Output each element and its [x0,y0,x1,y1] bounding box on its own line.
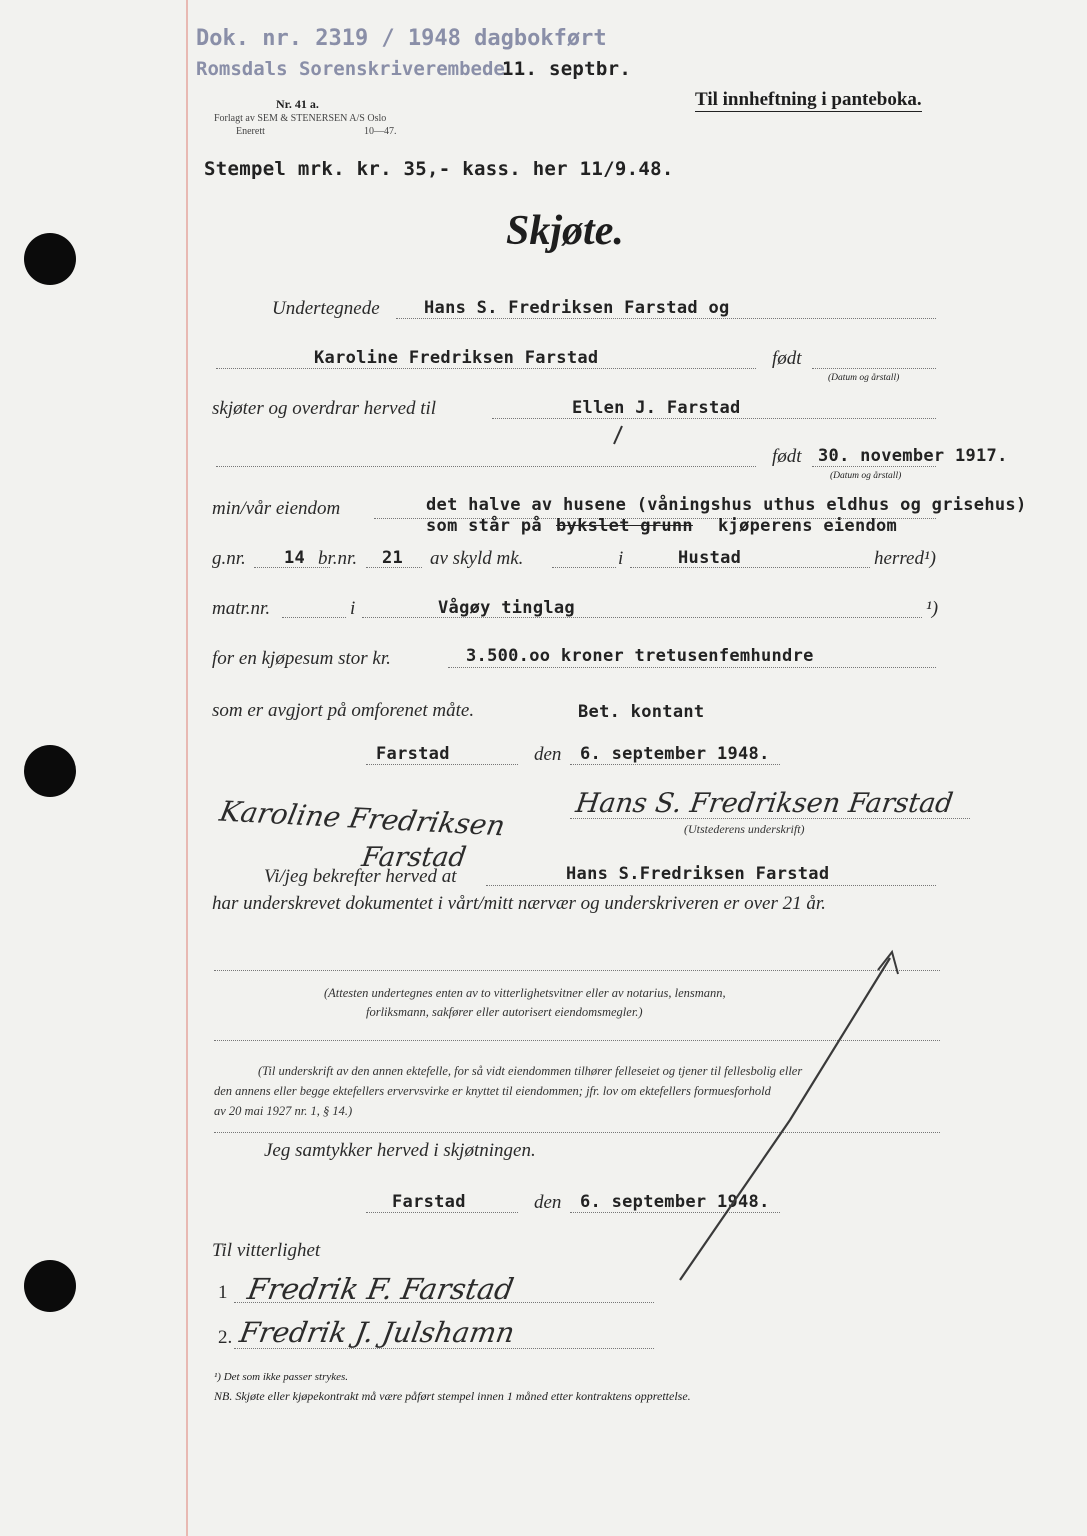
signature-caption: (Utstederens underskrift) [684,822,805,836]
publisher-date: 10—47. [364,126,397,137]
witness-1-signature: Fredrik F. Farstad [245,1272,517,1306]
price-label: for en kjøpesum stor kr. [212,648,391,669]
spouse-note-2: den annens eller begge ektefellers ervervsvirke er knyttet til eiendommen; jfr. lov om ektefellers formuesforhold [214,1084,771,1098]
signature-karoline-1: Karoline Fredriksen [217,794,508,843]
pen-stroke-mark [640,940,920,1300]
herred-name: Hustad [678,548,742,568]
date-1: 6. september 1948. [580,744,770,764]
spouse-note-3: av 20 mai 1927 nr. 1, § 14.) [214,1104,353,1118]
matr-label: matr.nr. [212,598,271,619]
form-number: Nr. 41 a. [276,97,319,111]
skyld-label: av skyld mk. [430,548,524,569]
gnr-value: 14 [284,548,306,568]
payment-terms: Bet. kontant [578,702,705,722]
pen-tick-mark [608,424,628,448]
attest-note-2: forliksmann, sakfører eller autorisert eiendomsmegler.) [366,1005,643,1019]
footnote-2: NB. Skjøte eller kjøpekontrakt må være påført stempel innen 1 måned etter kontraktens opprettelse. [214,1389,691,1403]
spouse-note-1: (Til underskrift av den annen ektefelle, for så vidt eiendommen tilhører felleseiet og tjener til fellesbolig eller [258,1064,803,1078]
brnr-value: 21 [382,548,404,568]
tinglag: Vågøy tinglag [438,598,575,618]
witness-2-signature: Fredrik J. Julshamn [237,1316,518,1349]
matr-footnote: ¹) [926,598,939,619]
publisher-line1: Forlagt av SEM & STENERSEN A/S Oslo [214,113,387,124]
seller-1: Hans S. Fredriksen Farstad og [424,298,730,318]
property-desc-line2-b: kjøperens eiendom [718,516,898,536]
fodt-label: født [772,348,802,369]
date-hint-2: (Datum og årstall) [830,471,902,481]
footnote-1: ¹) Det som ikke passer strykes. [214,1371,349,1383]
place-2: Farstad [392,1192,466,1212]
den2-label: den [534,1192,562,1213]
witness-2-number: 2. [218,1327,233,1348]
fodt2-label: født [772,446,802,467]
witness-label: Til vitterlighet [212,1240,321,1261]
registry-stamp-line1: Dok. nr. 2319 / 1948 dagbokført [196,26,607,51]
signature-hans: Hans S. Fredriksen Farstad [573,788,955,819]
gnr-label: g.nr. [212,548,246,569]
punch-hole-middle [24,745,76,797]
witness-1-number: 1 [218,1282,228,1303]
document-title: Skjøte. [506,208,624,254]
date-hint: (Datum og årstall) [828,373,900,383]
seller-2: Karoline Fredriksen Farstad [314,348,599,368]
signature-karoline-2: Farstad [359,842,469,873]
avgjort-label: som er avgjort på omforenet måte. [212,700,475,721]
skjoter-label: skjøter og overdrar herved til [212,398,437,419]
margin-rule [186,0,188,1536]
bekrefter-rest: har underskrevet dokumentet i vårt/mitt nærvær og underskriveren er over 21 år. [212,893,826,914]
herred-label: herred¹) [874,548,936,569]
den-label: den [534,744,562,765]
instruction-text: Til innheftning i panteboka. [695,89,922,110]
property-desc-line1: det halve av husene (våningshus uthus eldhus og grisehus) [426,495,1027,515]
price-value: 3.500.oo kroner tretusenfemhundre [466,646,814,666]
undertegnede-label: Undertegnede [272,298,380,319]
buyer-name: Ellen J. Farstad [572,398,741,418]
matr-i: i [350,598,356,619]
property-desc-struck: bykslet grunn [556,516,693,536]
consent-text: Jeg samtykker herved i skjøtningen. [264,1140,536,1161]
stamp-fee-line: Stempel mrk. kr. 35,- kass. her 11/9.48. [204,158,674,180]
punch-hole-top [24,233,76,285]
brnr-label: br.nr. [318,548,358,569]
eiendom-label: min/vår eiendom [212,498,341,519]
attest-note-1: (Attesten undertegnes enten av to vitterlighetsvitner eller av notarius, lensmann, [324,986,726,1000]
date-2: 6. september 1948. [580,1192,770,1212]
buyer-birthdate: 30. november 1917. [818,446,1008,466]
publisher-enerett: Enerett [236,126,265,137]
registry-stamp-office: Romsdals Sorenskriverembede [196,58,505,80]
property-desc-line2-a: som står på [426,516,542,536]
i-label: i [618,548,624,569]
punch-hole-bottom [24,1260,76,1312]
bekrefter-name: Hans S.Fredriksen Farstad [566,864,830,884]
registry-date: 11. septbr. [502,58,632,80]
place-1: Farstad [376,744,450,764]
bekrefter-label: Vi/jeg bekrefter herved at [264,866,457,887]
